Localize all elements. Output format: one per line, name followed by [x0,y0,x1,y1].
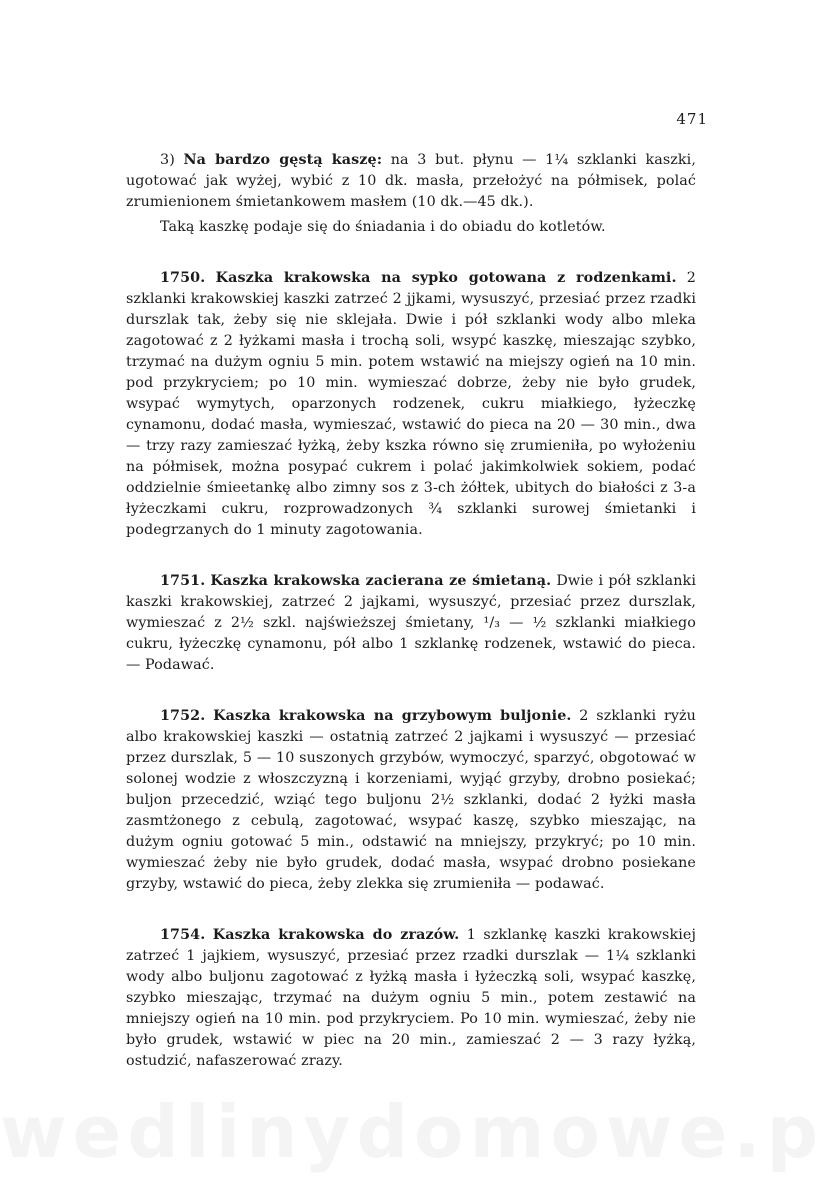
recipe-1754 [126,925,696,1072]
recipe-paragraph [126,925,696,1072]
recipe-body: 2 szklanki krakowskiej kaszki zatrzeć 2 jjkami, wysuszyć, przesiać przez rzadki durszlak tak, żeby się nie sklejała. Dwie i pół szklanki wody albo mleka zagotować z 2 łyżkami masła i trochą soli, wsypć kaszkę, mieszając szybko, trzymać na dużym ogniu 5 min. potem wstawić na miejszy ogień na 10 min. pod przykryciem; po 10 min. wymieszać dobrze, żeby nie było grudek, wsypać wymytych, oparzonych rodzenek, cukru miałkiego, łyżeczkę cynamonu, dodać masła, wymieszać, wstawić do pieca na 20 — 30 min., dwa — trzy razy zamieszać łyżką, żeby kszka równo się zrumieniła, po wyłożeniu na półmisek, można posypać cukrem i polać jakimkolwiek sokiem, podać oddzielnie śmieetankę albo zimny sos z 3-ch żółtek, ubitych do białości z 3-a łyżeczkami cukru, rozprowadzonych ¾ szklanki surowej śmietanki i podegrzanych do 1 minuty zagotowania. [126,270,696,538]
recipe-number: 1750. [160,270,206,286]
recipe-paragraph [126,706,696,895]
recipe-title: Kaszka krakowska do zrazów. [212,927,460,943]
page-number: 471 [676,110,708,128]
intro-paragraph [126,150,696,213]
intro-body: na 3 but. płynu — 1¼ szklanki kaszki, ugotować jak wyżej, wybić z 10 dk. masła, przełożyć na półmisek, polać zrumienionem śmietankowem masłem (10 dk.—45 dk.). [126,152,696,210]
intro-label: 3) [160,152,184,168]
recipe-body: Dwie i pół szklanki kaszki krakowskiej, zatrzeć 2 jajkami, wysuszyć, przesiać przez durszlak, wymieszać z 2½ szkl. najświeższej śmietany, ¹/₃ — ½ szklanki miałkiego cukru, łyżeczkę cynamonu, pół albo 1 szklankę rodzenek, wstawić do pieca. — Podawać. [126,573,696,673]
intro-section [126,150,696,238]
recipe-body: 1 szklankę kaszki krakowskiej zatrzeć 1 jajkiem, wysuszyć, przesiać przez rzadki durszlak — 1¼ szklanki wody albo buljonu zagotować z łyżką masła i łyżeczką soli, wsypać kaszkę, szybko mieszając, trzymać na dużym ogniu 5 min., potem zestawić na mniejszy ogień na 10 min. pod przykryciem. Po 10 min. wymieszać, żeby nie było grudek, wstawić w piec na 20 min., zamieszać 2 — 3 razy łyżką, ostudzić, nafaszerować zrazy. [126,927,696,1069]
recipe-number: 1751. [160,573,206,589]
recipe-1751 [126,571,696,676]
recipe-1750 [126,268,696,541]
intro-note: Taką kaszkę podaje się do śniadania i do obiadu do kotletów. [160,219,606,235]
recipe-number: 1754. [160,927,206,943]
recipe-body: 2 szklanki ryżu albo krakowskiej kaszki — ostatnią zatrzeć 2 jajkami i wysuszyć — przesiać przez durszlak, 5 — 10 suszonych grzybów, wymoczyć, sparzyć, obgotować w solonej wodzie z włoszczyzną i korzeniami, wyjąć grzyby, drobno posiekać; buljon przecedzić, wziąć tego buljonu 2½ szklanki, dodać 2 łyżki masła zasmtżonego z cebulą, zagotować, wsypać kaszę, szybko mieszając, na dużym ogniu gotować 5 min., odstawić na mniejszy, przykryć; po 10 min. wymieszać żeby nie było grudek, dodać masła, wsypać drobno posiekane grzyby, wstawić do pieca, żeby zlekka się zrumieniła — podawać. [126,708,696,892]
recipe-paragraph [126,571,696,676]
page-body [126,150,696,1102]
recipe-paragraph [126,268,696,541]
recipe-title: Kaszka krakowska zacierana ze śmietaną. [210,573,552,589]
recipe-title: Kaszka krakowska na grzybowym buljonie. [213,708,572,724]
recipe-1752 [126,706,696,895]
recipe-title: Kaszka krakowska na sypko gotowana z rodzenkami. [215,270,677,286]
watermark [0,1090,829,1174]
recipe-number: 1752. [160,708,206,724]
intro-title: Na bardzo gęstą kaszę: [183,152,383,168]
